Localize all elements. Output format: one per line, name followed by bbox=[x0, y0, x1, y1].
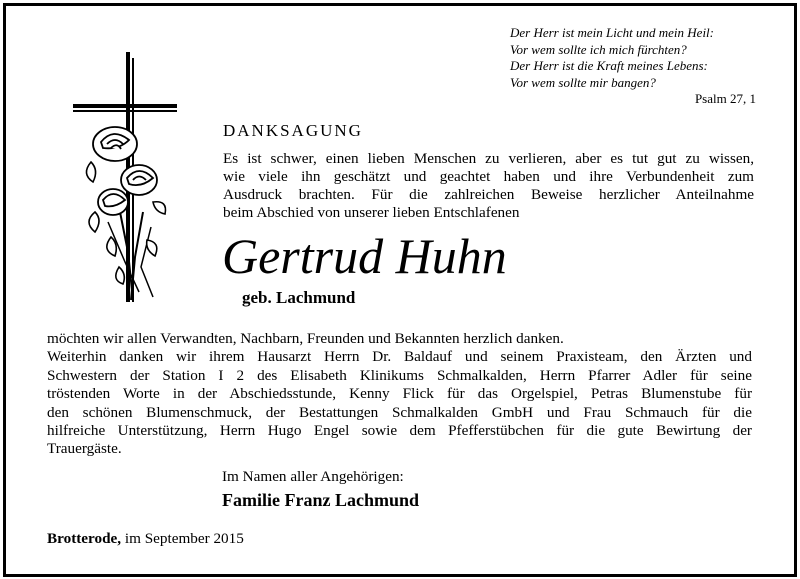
body-line: den schönen Blumenschmuck, der Bestattungen Schmalkalden GmbH und Frau Schmauch für die bbox=[47, 403, 752, 421]
verse-line: Vor wem sollte ich mich fürchten? bbox=[510, 41, 687, 57]
maiden-name: geb. Lachmund bbox=[242, 288, 356, 307]
on-behalf-line: Im Namen aller Angehörigen: bbox=[222, 468, 404, 485]
body-line: möchten wir allen Verwandten, Nachbarn, Freunden und Bekannten herzlich danken. bbox=[47, 330, 564, 347]
verse-line: Vor wem sollte mir bangen? bbox=[510, 74, 656, 90]
family-signature: Familie Franz Lachmund bbox=[222, 490, 419, 510]
body-line: Weiterhin danken wir ihrem Hausarzt Herrn Dr. Baldauf und seinem Praxisteam, den Ärzten und bbox=[47, 348, 752, 366]
body-line: hilfreiche Unterstützung, Herrn Hugo Engel sowie dem Pfefferstübchen für die gute Bewirtung der bbox=[47, 422, 752, 440]
place-date bbox=[47, 530, 244, 548]
verse-line: Der Herr ist die Kraft meines Lebens: bbox=[510, 58, 708, 73]
intro-line: Es ist schwer, einen lieben Menschen zu verlieren, aber es tut gut zu wissen, bbox=[223, 150, 754, 167]
deceased-name: Gertrud Huhn bbox=[222, 228, 507, 284]
bible-verse bbox=[510, 25, 758, 91]
heading: DANKSAGUNG bbox=[223, 121, 363, 140]
intro-paragraph bbox=[223, 150, 754, 222]
thanks-paragraph bbox=[47, 330, 752, 459]
intro-line: beim Abschied von unserer lieben Entschlafenen bbox=[223, 204, 520, 221]
cross-with-roses-icon bbox=[73, 52, 178, 307]
body-line: Trauergäste. bbox=[47, 440, 122, 458]
intro-line: Ausdruck brachten. Für die zahlreichen Beweise herzlicher Anteilnahme bbox=[223, 186, 754, 203]
body-line: Schwestern der Station I 2 des Elisabeth Klinikums Schmalkalden, Herrn Pfarrer Adler für seine bbox=[47, 366, 752, 384]
body-line: tröstenden Worte in der Abschiedsstunde, Kenny Flick für das Orgelspiel, Petras Blumenstube für bbox=[47, 385, 752, 403]
intro-line: wie viele ihn geschätzt und geachtet haben und ihre Verbundenheit zum bbox=[223, 168, 754, 185]
verse-reference: Psalm 27, 1 bbox=[694, 91, 756, 106]
date: im September 2015 bbox=[121, 530, 244, 547]
place: Brotterode, bbox=[47, 530, 122, 547]
verse-line: Der Herr ist mein Licht und mein Heil: bbox=[510, 25, 715, 40]
